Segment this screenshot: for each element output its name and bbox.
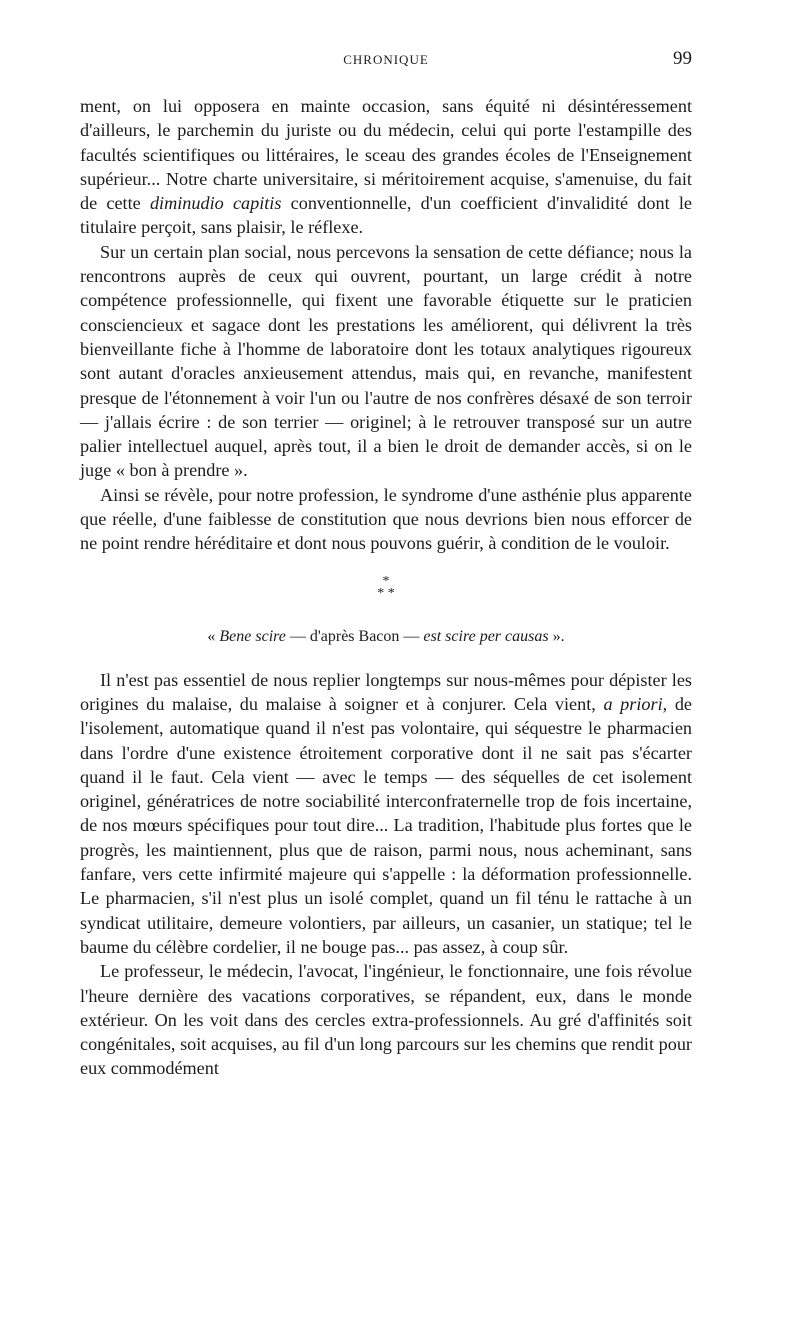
separator-stars: * * xyxy=(377,585,395,601)
paragraph-text: , de l'isolement, automatique quand il n'est pas volontaire, qui séquestre le pharmacien dans l'ordre d'une existence étroitement corporative dont il ne sait pas s'écarter quand il le faut. Cela vient — avec le temps — des séquelles de cet isolement originel, génératrices de notre sociabilité interconfraternelle trop de fois incertaine, de nos mœurs spécifiques pour tout dire... La tradition, l'habitude plus fortes que le progrès, les maintiennent, plus que de raison, parmi nous, nous acheminant, sans fanfare, vers cette infirmité majeure qui s'appelle : la déformation professionnelle. Le pharmacien, s'il n'est plus un isolé complet, quand un fil ténu le rattache à un syndicat utilitaire, demeure volontiers, par ailleurs, un casanier, un statique; tel le baume du célèbre cordelier, il ne bouge pas... pas assez, à coup sûr. xyxy=(80,693,692,957)
body-text xyxy=(80,94,692,1081)
page-header xyxy=(80,48,692,72)
quote-latin: Bene scire xyxy=(219,627,286,645)
page-number: 99 xyxy=(673,48,692,69)
paragraph xyxy=(80,94,692,240)
paragraph-text: Le professeur, le médecin, l'avocat, l'ingénieur, le fonctionnaire, une fois révolue l'heure dernière des vacations corporatives, se répandent, eux, dans le monde extérieur. On les voit dans des cercles extra-professionnels. Au gré d'affinités soit congénitales, soit acquises, au fil d'un long parcours sur les chemins que rendit pour eux commodément xyxy=(80,961,692,1079)
quote-mark: ». xyxy=(548,627,565,645)
italic-phrase: diminudio capitis xyxy=(149,193,282,214)
quote-latin: est scire per causas xyxy=(423,627,549,645)
running-head: CHRONIQUE xyxy=(343,52,429,67)
paragraph xyxy=(80,483,692,556)
quote-mark: « xyxy=(207,627,220,645)
paragraph-text: Sur un certain plan social, nous percevons la sensation de cette défiance; nous la rencontrons auprès de ceux qui ouvrent, pourtant, un large crédit à notre compétence professionnelle, qui fixent une favorable étiquette sur le praticien consciencieux et sagace dont les prestations les améliorent, qui délivrent la très bienveillante fiche à l'homme de laboratoire dont les totaux analytiques rigoureux sont autant d'oracles anxieusement attendus, mais qui, en revanche, manifestent presque de l'étonnement à voir l'un ou l'autre de nos confrères désaxé de son terroir — j'allais écrire : de son terrier — originel; à le retrouver transposé sur un autre palier intellectuel auquel, après tout, il a bien le droit de demander accès, si on le juge « bon à prendre ». xyxy=(80,241,692,481)
paragraph-text: Ainsi se révèle, pour notre profession, le syndrome d'une asthénie plus apparente que réelle, d'une faiblesse de constitution que nous devrions bien nous efforcer de ne point rendre héréditaire et dont nous pouvons guérir, à condition de le vouloir. xyxy=(80,484,692,554)
paragraph xyxy=(80,668,692,960)
paragraph-text: ment, on lui opposera en mainte occasion, sans équité ni désintéressement d'ailleurs, le parchemin du juriste ou du médecin, celui qui porte l'estampille des facultés scientifiques ou littéraires, le sceau des grandes écoles de l'Enseignement supérieur... Notre charte universitaire, si méritoirement acquise, s'amenuise, du fait de cette xyxy=(80,96,692,214)
separator-star: * xyxy=(382,573,390,589)
paragraph-text: Il n'est pas essentiel de nous replier longtemps sur nous-mêmes pour dépister les origines du malaise, du malaise à soigner et à conjurer. Cela vient, xyxy=(80,669,692,714)
paragraph-text: conventionnelle, d'un coefficient d'invalidité dont le titulaire perçoit, sans plaisir, le réflexe. xyxy=(80,193,692,238)
epigraph-quote xyxy=(80,626,692,648)
paragraph xyxy=(80,240,692,483)
section-separator xyxy=(80,573,692,601)
quote-attribution: — d'après Bacon — xyxy=(285,627,424,645)
italic-phrase: a priori xyxy=(603,693,663,714)
paragraph xyxy=(80,959,692,1080)
